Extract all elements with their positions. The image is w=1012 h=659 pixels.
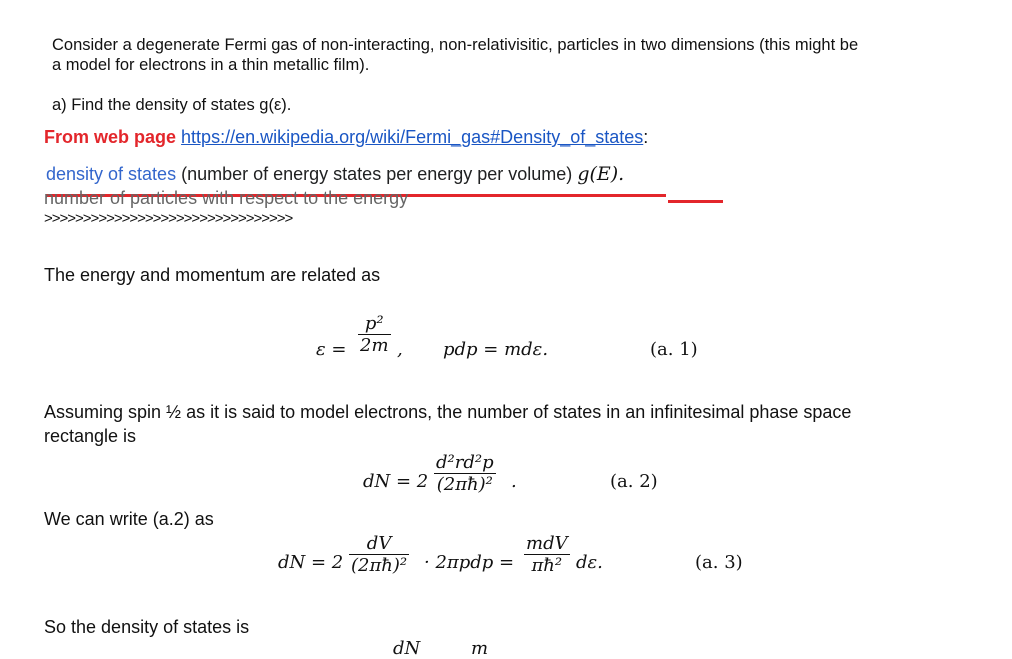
wiki-cut-line-clip — [44, 188, 494, 208]
eq-a3-denominator1: (2πħ)² — [351, 555, 408, 576]
eq-a3-rhs: dε. — [576, 552, 603, 573]
wiki-excerpt — [46, 163, 624, 185]
energy-intro: The energy and momentum are related as — [44, 265, 381, 285]
separator: >>>>>>>>>>>>>>>>>>>>>>>>>>>>>>>> — [44, 210, 293, 227]
spin-intro-line2: rectangle is — [44, 426, 137, 446]
wiki-excerpt-link[interactable]: density of states — [46, 164, 177, 184]
web-reference-link[interactable]: https://en.wikipedia.org/wiki/Fermi_gas#Density_of_states — [181, 127, 644, 147]
wiki-cut-line: number of particles with respect to the energy — [44, 188, 409, 208]
eq-a2-denominator: (2πħ)² — [434, 473, 496, 495]
problem-intro-line1: Consider a degenerate Fermi gas of non-interacting, non-relativisitic, particles in two dimensions (this might be — [52, 36, 859, 54]
eq-a3-fraction1 — [349, 533, 409, 576]
web-reference — [44, 127, 648, 148]
wiki-excerpt-text: (number of energy states per energy per volume) — [181, 164, 573, 184]
dos-intro: So the density of states is — [44, 617, 250, 637]
wiki-excerpt-symbol: g(E). — [577, 163, 625, 185]
red-underline-right — [668, 200, 723, 203]
eq-a1-tag: (a. 1) — [650, 339, 698, 360]
eq-a3-numerator2: mdV — [526, 533, 568, 554]
eq-a4-partial-num1: dN — [393, 638, 421, 659]
eq-a3-fraction2 — [524, 533, 570, 576]
eq-a1-numerator: p² — [364, 313, 384, 334]
eq-a2-tag: (a. 2) — [610, 471, 658, 492]
spin-intro — [44, 400, 851, 448]
eq-a1-comma: , — [397, 339, 403, 360]
eq-a1-fraction — [358, 313, 391, 356]
eq-a3-numerator1: dV — [366, 533, 392, 554]
eq-a1-lhs: ε = — [316, 339, 347, 360]
eq-a3-tag: (a. 3) — [695, 552, 743, 573]
web-reference-suffix: : — [643, 127, 649, 147]
eq-a1-denominator: 2m — [360, 335, 389, 356]
eq-a4-partial-num2: m — [471, 638, 489, 659]
eq-a3-middle: · 2πpdp = — [424, 552, 515, 573]
rewrite-intro: We can write (a.2) as — [44, 509, 214, 529]
problem-intro-line2: a model for electrons in a thin metallic film). — [52, 56, 370, 74]
spin-intro-line1: Assuming spin ½ as it is said to model electrons, the number of states in an infinitesimal phase space — [44, 402, 852, 422]
eq-a2-dot: . — [511, 471, 517, 492]
web-reference-prefix: From web page — [44, 127, 177, 147]
eq-a2-numerator: d²rd²p — [436, 452, 494, 473]
problem-intro — [52, 35, 858, 75]
eq-a3-denominator2: πħ² — [524, 554, 570, 576]
eq-a2-lhs: dN = 2 — [363, 471, 429, 492]
eq-a3-lhs: dN = 2 — [278, 552, 344, 573]
problem-part-a: a) Find the density of states g(ε). — [52, 96, 292, 114]
eq-a2-fraction — [434, 452, 496, 495]
eq-a1-rhs: pdp = mdε. — [443, 339, 549, 360]
